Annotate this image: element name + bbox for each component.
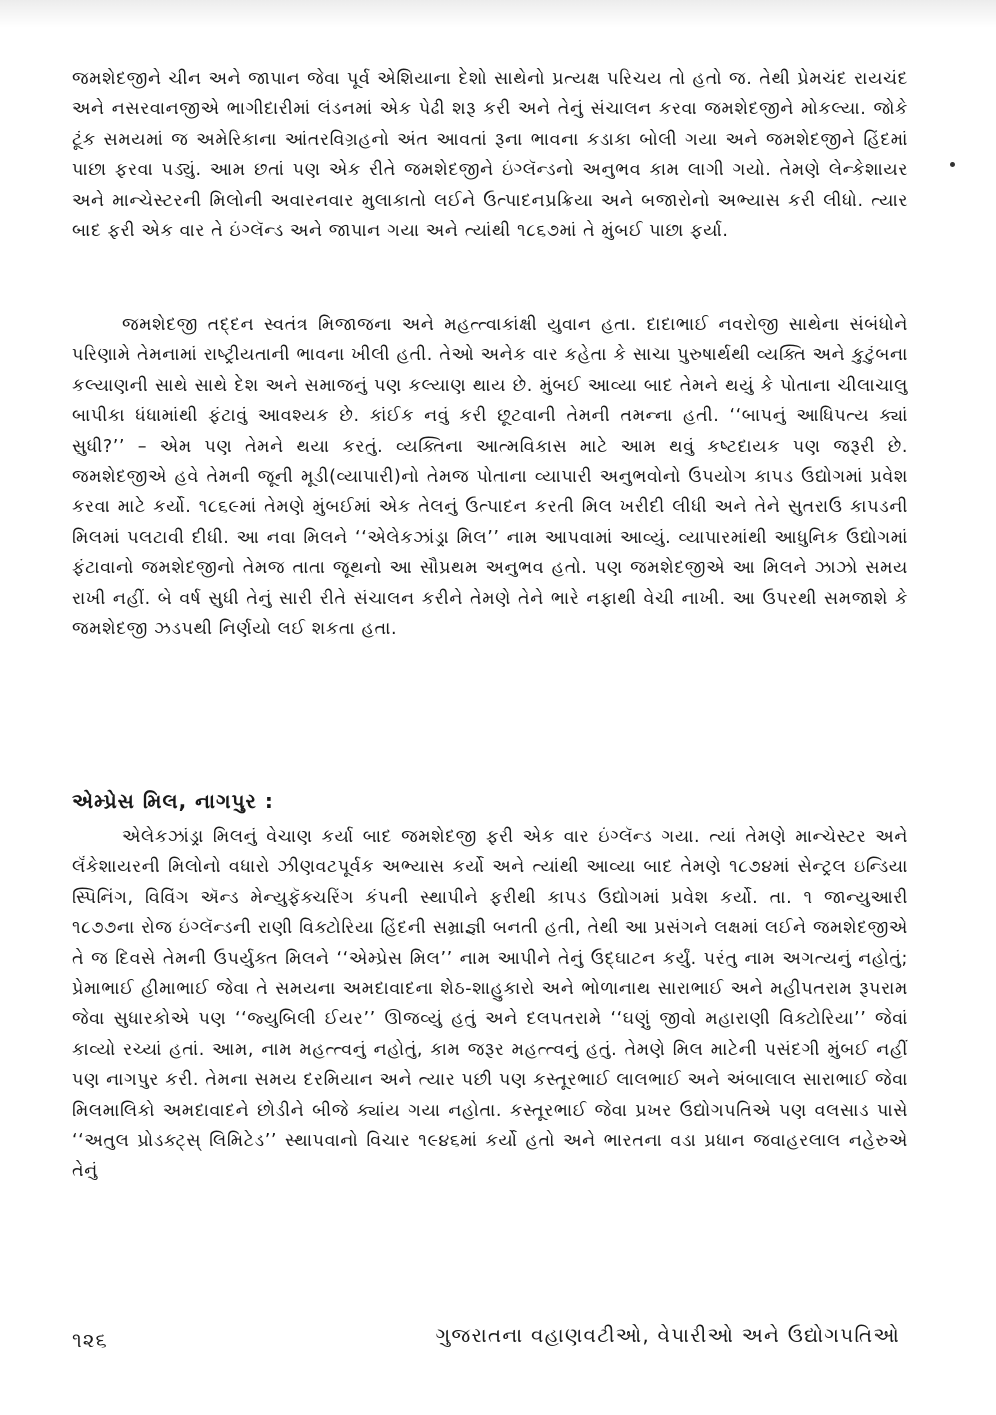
paragraph-text: જમશેદજીને ચીન અને જાપાન જેવા પૂર્વ એશિયાના દેશો સાથેનો પ્રત્યક્ષ પરિચય તો હતો જ. તેથી પ્રેમચંદ રાયચંદ અને નસરવાનજીએ ભાગીદારીમાં લંડનમાં એક પેઢી શરૂ કરી અને તેનું સંચાલન કરવા જમશેદજીને મોકલ્યા. જોકે ટૂંક સમયમાં જ અમેરિકાના આંતરવિગ્રહનો અંત આવતાં રૂના ભાવના કડાકા બોલી ગયા અને જમશેદજીને હિંદમાં પાછા ફરવા પડ્યું. આમ છતાં પણ એક રીતે જમશેદજીને ઇંગ્લૅન્ડનો અનુભવ કામ લાગી ગયો. તેમણે લેન્કેશાયર અને માન્ચેસ્ટરની મિલોની અવારનવાર મુલાકાતો લઈને ઉત્પાદનપ્રક્રિયા અને બજારોનો અભ્યાસ કરી લીધો. ત્યાર બાદ ફરી એક વાર તે ઇંગ્લૅન્ડ અને જાપાન ગયા અને ત્યાંથી ૧૮૬૭માં તે મુંબઈ પાછા ફર્યા. <box>72 69 908 242</box>
paragraph-continued <box>72 64 908 246</box>
running-footer-title: ગુજરાતના વહાણવટીઓ, વેપારીઓ અને ઉદ્યોગપતિઓ <box>435 1323 900 1347</box>
section-heading: એમ્પ્રેસ મિલ, નાગપુર : <box>72 789 274 813</box>
paragraph-jamshedji-ambition <box>72 310 908 644</box>
paragraph-text: એલેકઝાંડ્રા મિલનું વેચાણ કર્યા બાદ જમશેદજી ફરી એક વાર ઇંગ્લૅન્ડ ગયા. ત્યાં તેમણે માન્ચેસ્ટર અને લૅંકેશાયરની મિલોનો વધારો ઝીણવટપૂર્વક અભ્યાસ કર્યો અને ત્યાંથી આવ્યા બાદ તેમણે ૧૮૭૪માં સેન્ટ્રલ ઇન્ડિયા સ્પિનિંગ, વિવિંગ ઍન્ડ મેન્યુફૅક્ચરિંગ કંપની સ્થાપીને ફરીથી કાપડ ઉદ્યોગમાં પ્રવેશ કર્યો. તા. ૧ જાન્યુઆરી ૧૮૭૭ના રોજ ઇંગ્લૅન્ડની રાણી વિક્ટોરિયા હિંદની સમ્રાજ્ઞી બનતી હતી, તેથી આ પ્રસંગને લક્ષમાં લઈને જમશેદજીએ તે જ દિવસે તેમની ઉપર્યુક્ત મિલને ‘‘એમ્પ્રેસ મિલ’’ નામ આપીને તેનું ઉદ્ઘાટન કર્યું. પરંતુ નામ અગત્યનું નહોતું; પ્રેમાભાઈ હીમાભાઈ જેવા તે સમયના અમદાવાદના શેઠ-શાહુકારો અને ભોળાનાથ સારાભાઈ અને મહીપતરામ રૂપરામ જેવા સુધારકોએ પણ ‘‘જ્યુબિલી ઈયર’’ ઊજવ્યું હતું અને દલપતરામે ‘‘ઘણું જીવો મહારાણી વિક્ટોરિયા’’ જેવાં કાવ્યો રચ્યાં હતાં. આમ, નામ મહત્ત્વનું નહોતું, કામ જરૂર મહત્ત્વનું હતું. તેમણે મિલ માટેની પસંદગી મુંબઈ નહીં પણ નાગપુર કરી. તેમના સમય દરમિયાન અને ત્યાર પછી પણ કસ્તૂરભાઈ લાલભાઈ અને અંબાલાલ સારાભાઈ જેવા મિલમાલિકો અમદાવાદને છોડીને બીજે ક્યાંય ગયા નહોતા. કસ્તૂરભાઈ જેવા પ્રખર ઉદ્યોગપતિએ પણ વલસાડ પાસે ‘‘અતુલ પ્રોડક્ટ્સ્ લિમિટેડ’’ સ્થાપવાનો વિચાર ૧૯૪૬માં કર્યો હતો અને ભારતના વડા પ્રધાન જવાહરલાલ નહેરુએ તેનું <box>72 827 908 1182</box>
margin-mark <box>950 162 955 167</box>
page-number: ૧૨૬ <box>72 1328 108 1352</box>
paragraph-text: જમશેદજી તદ્દન સ્વતંત્ર મિજાજના અને મહત્ત્વાકાંક્ષી યુવાન હતા. દાદાભાઈ નવરોજી સાથેના સંબંધોને પરિણામે તેમનામાં રાષ્ટ્રીયતાની ભાવના ખીલી હતી. તેઓ અનેક વાર કહેતા કે સાચા પુરુષાર્થથી વ્યક્તિ અને કુટુંબના કલ્યાણની સાથે સાથે દેશ અને સમાજનું પણ કલ્યાણ થાય છે. મુંબઈ આવ્યા બાદ તેમને થયું કે પોતાના ચીલાચાલુ બાપીકા ધંધામાંથી ફંટાવું આવશ્યક છે. કાંઈક નવું કરી છૂટવાની તેમની તમન્ના હતી. ‘‘બાપનું આધિપત્ય ક્યાં સુધી?’’ – એમ પણ તેમને થયા કરતું. વ્યક્તિના આત્મવિકાસ માટે આમ થવું કષ્ટદાયક પણ જરૂરી છે. જમશેદજીએ હવે તેમની જૂની મૂડી(વ્યાપારી)નો તેમજ પોતાના વ્યાપારી અનુભવોનો ઉપયોગ કાપડ ઉદ્યોગમાં પ્રવેશ કરવા માટે કર્યો. ૧૮૬૯માં તેમણે મુંબઈમાં એક તેલનું ઉત્પાદન કરતી મિલ ખરીદી લીધી અને તેને સુતરાઉ કાપડની મિલમાં પલટાવી દીધી. આ નવા મિલને ‘‘એલેકઝાંડ્રા મિલ’’ નામ આપવામાં આવ્યું. વ્યાપારમાંથી આધુનિક ઉદ્યોગમાં ફંટાવાનો જમશેદજીનો તેમજ તાતા જૂથનો આ સૌપ્રથમ અનુભવ હતો. પણ જમશેદજીએ આ મિલને ઝાઝો સમય રાખી નહીં. બે વર્ષ સુધી તેનું સારી રીતે સંચાલન કરીને તેમણે તેને ભારે નફાથી વેચી નાખી. આ ઉપરથી સમજાશે કે જમશેદજી ઝડપથી નિર્ણયો લઈ શકતા હતા. <box>72 315 908 640</box>
paragraph-empress-mill <box>72 822 908 1187</box>
